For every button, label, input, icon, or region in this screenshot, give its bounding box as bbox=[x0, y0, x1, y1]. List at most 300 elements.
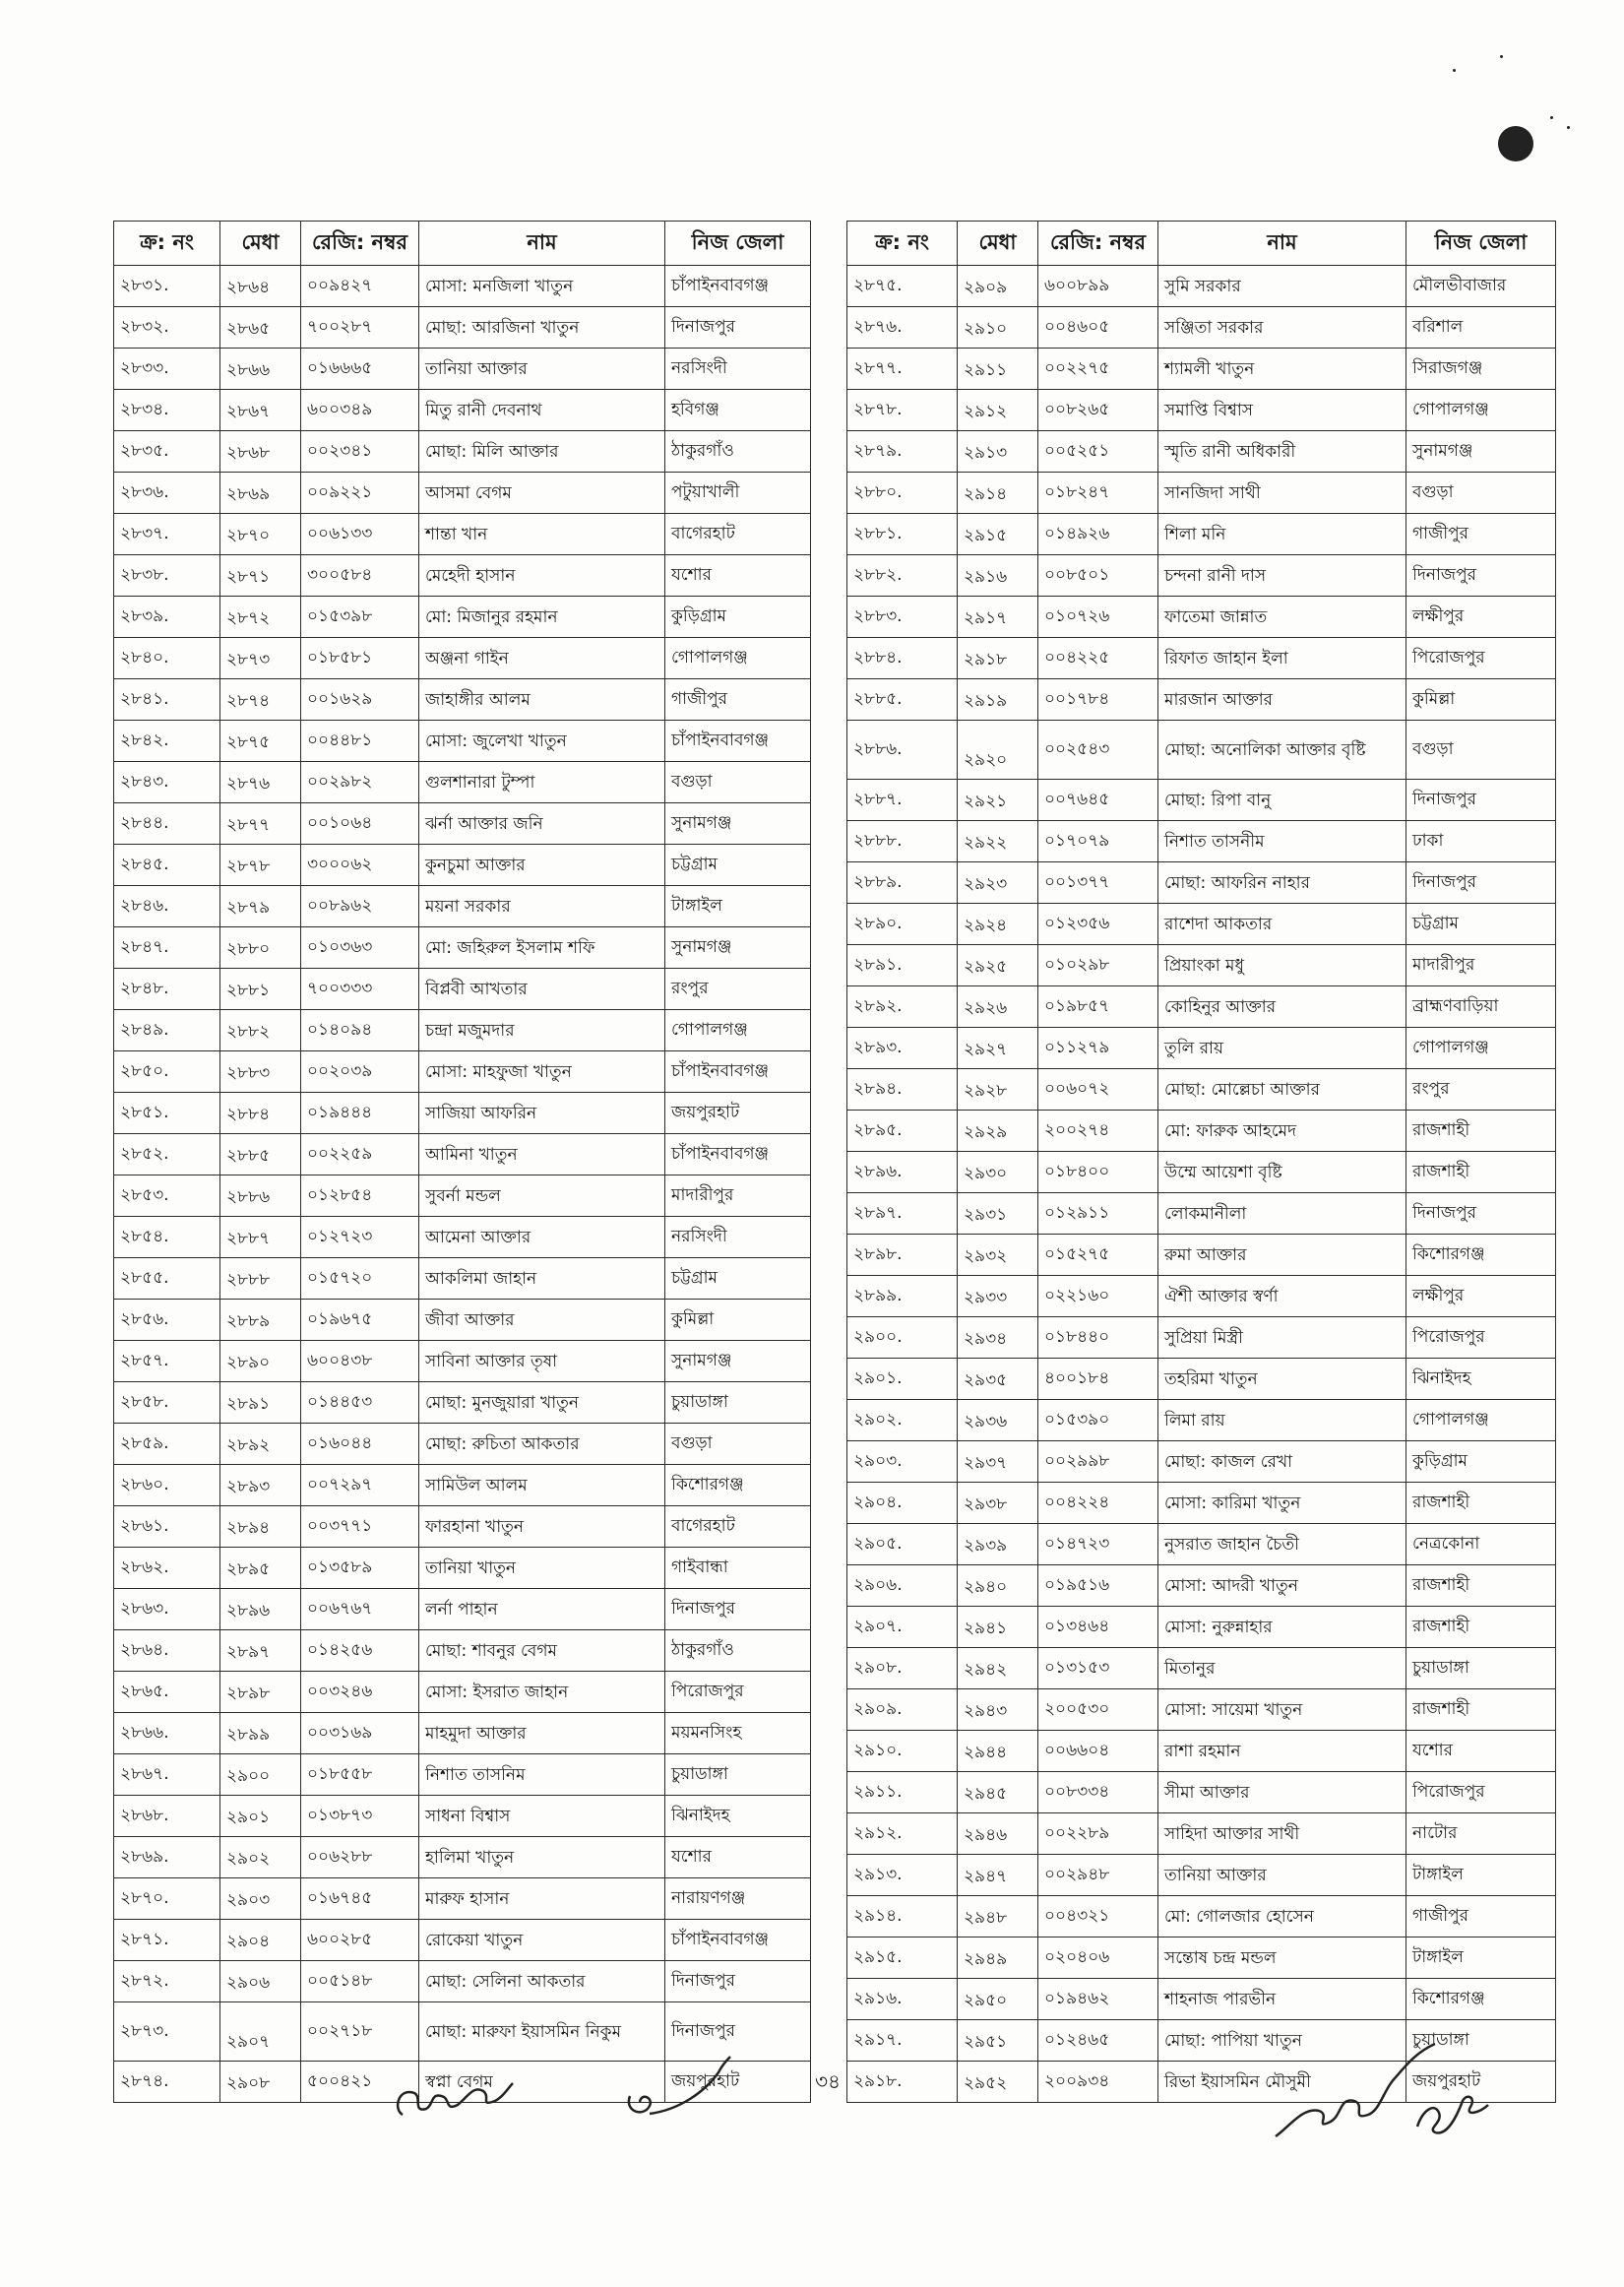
cell-registration: ৩০০৫৮৪ bbox=[301, 555, 419, 597]
table-row bbox=[847, 1276, 1556, 1317]
cell-merit: ২৯৩৭ bbox=[958, 1441, 1038, 1483]
cell-district: গাজীপুর bbox=[1406, 514, 1556, 555]
cell-district: রাজশাহী bbox=[1406, 1607, 1556, 1648]
cell-name: আমিনা খাতুন bbox=[419, 1134, 665, 1175]
cell-serial: ২৮৩৭. bbox=[114, 514, 220, 555]
cell-district: কুড়িগ্রাম bbox=[1406, 1441, 1556, 1483]
cell-name: শিলা মনি bbox=[1158, 514, 1406, 555]
cell-merit: ২৯২৩ bbox=[958, 862, 1038, 904]
table-row bbox=[847, 780, 1556, 821]
cell-district: ব্রাহ্মণবাড়িয়া bbox=[1406, 986, 1556, 1028]
cell-name: রাশা রহমান bbox=[1158, 1731, 1406, 1772]
table-row bbox=[847, 431, 1556, 473]
cell-merit: ২৯৫১ bbox=[958, 2020, 1038, 2062]
cell-serial: ২৮৭৮. bbox=[847, 390, 958, 431]
cell-registration: ০১২৩৫৬ bbox=[1038, 904, 1158, 945]
cell-district: চট্টগ্রাম bbox=[1406, 904, 1556, 945]
cell-district: চুয়াডাঙ্গা bbox=[665, 1754, 811, 1796]
cell-name: গুলশানারা টুম্পা bbox=[419, 762, 665, 803]
cell-serial: ২৮৫৮. bbox=[114, 1382, 220, 1424]
table-row bbox=[847, 266, 1556, 307]
cell-registration: ০১৬৭৪৫ bbox=[301, 1878, 419, 1920]
cell-registration: ০০৯৪২৭ bbox=[301, 266, 419, 307]
cell-name: মোছা: আরজিনা খাতুন bbox=[419, 307, 665, 349]
cell-merit: ২৯৩২ bbox=[958, 1235, 1038, 1276]
cell-serial: ২৮৫০. bbox=[114, 1051, 220, 1093]
cell-name: মোছা: মারুফা ইয়াসমিন নিকুম bbox=[419, 2002, 665, 2062]
cell-district: জয়পুরহাট bbox=[665, 2062, 811, 2103]
cell-registration: ০১৯৪৬২ bbox=[1038, 1979, 1158, 2020]
cell-merit: ২৮৮২ bbox=[220, 1010, 301, 1051]
cell-district: দিনাজপুর bbox=[1406, 862, 1556, 904]
cell-district: মৌলভীবাজার bbox=[1406, 266, 1556, 307]
table-row bbox=[114, 1051, 811, 1093]
cell-registration: ০০৭৬৪৫ bbox=[1038, 780, 1158, 821]
scan-speck bbox=[1500, 55, 1503, 58]
cell-merit: ২৯৫০ bbox=[958, 1979, 1038, 2020]
cell-registration: ০১৯৫১৬ bbox=[1038, 1565, 1158, 1607]
table-row bbox=[114, 1630, 811, 1672]
cell-registration: ০০৪২২৪ bbox=[1038, 1483, 1158, 1524]
cell-serial: ২৯০২. bbox=[847, 1400, 958, 1441]
cell-merit: ২৮৭৭ bbox=[220, 803, 301, 845]
cell-registration: ০০৬৭৬৭ bbox=[301, 1589, 419, 1630]
cell-serial: ২৮৭৩. bbox=[114, 2002, 220, 2062]
cell-name: রিভা ইয়াসমিন মৌসুমী bbox=[1158, 2062, 1406, 2103]
cell-merit: ২৯০৬ bbox=[220, 1961, 301, 2002]
table-row bbox=[114, 927, 811, 969]
table-row bbox=[114, 597, 811, 638]
cell-merit: ২৯৩৪ bbox=[958, 1317, 1038, 1359]
cell-name: মোছা: সেলিনা আকতার bbox=[419, 1961, 665, 2002]
cell-merit: ২৯২০ bbox=[958, 721, 1038, 780]
cell-registration: ০০২৯৪৮ bbox=[1038, 1855, 1158, 1896]
cell-registration: ৭০০৩৩৩ bbox=[301, 969, 419, 1010]
cell-registration: ০১৩৫৮৯ bbox=[301, 1548, 419, 1589]
cell-merit: ২৯৪৪ bbox=[958, 1731, 1038, 1772]
cell-merit: ২৮৯৬ bbox=[220, 1589, 301, 1630]
cell-registration: ০০৪২২৫ bbox=[1038, 638, 1158, 679]
cell-district: গোপালগঞ্জ bbox=[665, 638, 811, 679]
header-registration: রেজি: নম্বর bbox=[301, 222, 419, 266]
table-row bbox=[114, 1175, 811, 1217]
header-merit: মেধা bbox=[220, 222, 301, 266]
cell-district: রাজশাহী bbox=[1406, 1152, 1556, 1193]
table-row bbox=[114, 1506, 811, 1548]
table-row bbox=[114, 307, 811, 349]
cell-name: স্মৃতি রানী অধিকারী bbox=[1158, 431, 1406, 473]
cell-name: রোকেয়া খাতুন bbox=[419, 1920, 665, 1961]
table-row bbox=[847, 1938, 1556, 1979]
cell-serial: ২৯০১. bbox=[847, 1359, 958, 1400]
cell-serial: ২৯০৯. bbox=[847, 1689, 958, 1731]
cell-merit: ২৮৯২ bbox=[220, 1424, 301, 1465]
cell-serial: ২৮৪৬. bbox=[114, 886, 220, 927]
cell-merit: ২৮৭১ bbox=[220, 555, 301, 597]
cell-serial: ২৯০৪. bbox=[847, 1483, 958, 1524]
cell-registration: ০০৬৬০৪ bbox=[1038, 1731, 1158, 1772]
cell-name: মোছা: মোল্লেচা আক্তার bbox=[1158, 1069, 1406, 1111]
cell-serial: ২৮৮০. bbox=[847, 473, 958, 514]
cell-name: মোছা: আফরিন নাহার bbox=[1158, 862, 1406, 904]
header-name: নাম bbox=[1158, 222, 1406, 266]
cell-serial: ২৮৩৪. bbox=[114, 390, 220, 431]
cell-name: সীমা আক্তার bbox=[1158, 1772, 1406, 1813]
cell-registration: ০১৮৪৪০ bbox=[1038, 1317, 1158, 1359]
cell-registration: ৬০০৮৯৯ bbox=[1038, 266, 1158, 307]
cell-serial: ২৮৪৯. bbox=[114, 1010, 220, 1051]
cell-merit: ২৮৭৫ bbox=[220, 721, 301, 762]
table-row bbox=[847, 862, 1556, 904]
cell-registration: ০১২৮৫৪ bbox=[301, 1175, 419, 1217]
cell-registration: ০১৮৪০০ bbox=[1038, 1152, 1158, 1193]
cell-district: ঝিনাইদহ bbox=[1406, 1359, 1556, 1400]
table-row bbox=[114, 390, 811, 431]
table-row bbox=[114, 969, 811, 1010]
cell-registration: ০১৩৮৭৩ bbox=[301, 1796, 419, 1837]
table-row bbox=[114, 349, 811, 390]
cell-serial: ২৮৫৭. bbox=[114, 1341, 220, 1382]
table-row bbox=[114, 431, 811, 473]
cell-name: মারুফ হাসান bbox=[419, 1878, 665, 1920]
cell-merit: ২৮৬৪ bbox=[220, 266, 301, 307]
cell-registration: ০০২২৮৯ bbox=[1038, 1813, 1158, 1855]
merit-list-table-left bbox=[113, 221, 811, 2103]
cell-district: জয়পুরহাট bbox=[1406, 2062, 1556, 2103]
table-row bbox=[114, 1341, 811, 1382]
cell-registration: ০০৭২৯৭ bbox=[301, 1465, 419, 1506]
table-row bbox=[847, 514, 1556, 555]
cell-name: মারজান আক্তার bbox=[1158, 679, 1406, 721]
cell-merit: ২৯১২ bbox=[958, 390, 1038, 431]
cell-merit: ২৮৬৮ bbox=[220, 431, 301, 473]
cell-district: কিশোরগঞ্জ bbox=[1406, 1235, 1556, 1276]
cell-merit: ২৮৮৬ bbox=[220, 1175, 301, 1217]
cell-serial: ২৮৪১. bbox=[114, 679, 220, 721]
cell-district: পিরোজপুর bbox=[1406, 638, 1556, 679]
table-row bbox=[114, 762, 811, 803]
cell-serial: ২৮৯২. bbox=[847, 986, 958, 1028]
cell-registration: ০০২৩৪১ bbox=[301, 431, 419, 473]
signature-3 bbox=[1270, 2038, 1506, 2146]
cell-merit: ২৮৭৩ bbox=[220, 638, 301, 679]
cell-serial: ২৯০০. bbox=[847, 1317, 958, 1359]
cell-merit: ২৯২৪ bbox=[958, 904, 1038, 945]
table-row bbox=[847, 1772, 1556, 1813]
cell-name: মোসা: ইসরাত জাহান bbox=[419, 1672, 665, 1713]
cell-merit: ২৮৮৮ bbox=[220, 1258, 301, 1300]
cell-name: মোছা: পাপিয়া খাতুন bbox=[1158, 2020, 1406, 2062]
cell-serial: ২৮৩৩. bbox=[114, 349, 220, 390]
cell-name: মোসা: মনজিলা খাতুন bbox=[419, 266, 665, 307]
cell-registration: ২০০৯৩৪ bbox=[1038, 2062, 1158, 2103]
cell-name: মোছা: মুনজুয়ারা খাতুন bbox=[419, 1382, 665, 1424]
cell-registration: ০০২২৫৯ bbox=[301, 1134, 419, 1175]
cell-name: অঞ্জনা গাইন bbox=[419, 638, 665, 679]
table-row bbox=[114, 1713, 811, 1754]
table-row bbox=[114, 1837, 811, 1878]
cell-registration: ০১৯৮৫৭ bbox=[1038, 986, 1158, 1028]
cell-merit: ২৯৪৮ bbox=[958, 1896, 1038, 1938]
table-row bbox=[114, 1796, 811, 1837]
cell-district: সুনামগঞ্জ bbox=[665, 1341, 811, 1382]
cell-registration: ০১৫৭২০ bbox=[301, 1258, 419, 1300]
cell-name: নিশাত তাসনিম bbox=[419, 1754, 665, 1796]
cell-merit: ২৯০২ bbox=[220, 1837, 301, 1878]
table-row bbox=[847, 1896, 1556, 1938]
cell-merit: ২৯৪৯ bbox=[958, 1938, 1038, 1979]
cell-name: তানিয়া আক্তার bbox=[1158, 1855, 1406, 1896]
table-row bbox=[114, 266, 811, 307]
cell-serial: ২৮৬৩. bbox=[114, 1589, 220, 1630]
cell-registration: ০২২১৬০ bbox=[1038, 1276, 1158, 1317]
cell-name: চন্দ্রা মজুমদার bbox=[419, 1010, 665, 1051]
cell-name: মো: ফারুক আহমেদ bbox=[1158, 1111, 1406, 1152]
cell-district: রাজশাহী bbox=[1406, 1565, 1556, 1607]
cell-district: চট্টগ্রাম bbox=[665, 1258, 811, 1300]
cell-serial: ২৮৮৬. bbox=[847, 721, 958, 780]
cell-district: গাজীপুর bbox=[665, 679, 811, 721]
cell-registration: ০১২৯১১ bbox=[1038, 1193, 1158, 1235]
cell-serial: ২৮৭৫. bbox=[847, 266, 958, 307]
table-row bbox=[847, 1607, 1556, 1648]
cell-registration: ০০১৩৭৭ bbox=[1038, 862, 1158, 904]
cell-registration: ০০৮৩৩৪ bbox=[1038, 1772, 1158, 1813]
cell-merit: ২৯৪০ bbox=[958, 1565, 1038, 1607]
cell-merit: ২৯০৯ bbox=[958, 266, 1038, 307]
cell-merit: ২৮৯৫ bbox=[220, 1548, 301, 1589]
cell-registration: ০০৮৯৬২ bbox=[301, 886, 419, 927]
cell-district: গাইবান্ধা bbox=[665, 1548, 811, 1589]
cell-name: কুনচুমা আক্তার bbox=[419, 845, 665, 886]
cell-serial: ২৯০৭. bbox=[847, 1607, 958, 1648]
cell-registration: ০০৮২৬৫ bbox=[1038, 390, 1158, 431]
cell-merit: ২৯১৫ bbox=[958, 514, 1038, 555]
cell-serial: ২৮৫৯. bbox=[114, 1424, 220, 1465]
cell-registration: ০১০২৯৮ bbox=[1038, 945, 1158, 986]
cell-district: চাঁপাইনবাবগঞ্জ bbox=[665, 721, 811, 762]
cell-district: চুয়াডাঙ্গা bbox=[1406, 2020, 1556, 2062]
cell-merit: ২৮৮৭ bbox=[220, 1217, 301, 1258]
cell-district: রংপুর bbox=[665, 969, 811, 1010]
table-row bbox=[847, 1193, 1556, 1235]
table-row bbox=[114, 1424, 811, 1465]
cell-name: মাহমুদা আক্তার bbox=[419, 1713, 665, 1754]
cell-district: নাটোর bbox=[1406, 1813, 1556, 1855]
cell-merit: ২৮৮৯ bbox=[220, 1300, 301, 1341]
table-row bbox=[114, 1920, 811, 1961]
cell-name: ফাতেমা জান্নাত bbox=[1158, 597, 1406, 638]
cell-serial: ২৮৮৯. bbox=[847, 862, 958, 904]
cell-registration: ০১৮৫৫৮ bbox=[301, 1754, 419, 1796]
cell-registration: ০০২৯৮২ bbox=[301, 762, 419, 803]
cell-district: ঢাকা bbox=[1406, 821, 1556, 862]
cell-district: দিনাজপুর bbox=[665, 2002, 811, 2062]
cell-merit: ২৯১৬ bbox=[958, 555, 1038, 597]
cell-district: গাজীপুর bbox=[1406, 1896, 1556, 1938]
cell-district: সিরাজগঞ্জ bbox=[1406, 349, 1556, 390]
header-serial: ক্র: নং bbox=[847, 222, 958, 266]
cell-name: মোছা: কাজল রেখা bbox=[1158, 1441, 1406, 1483]
table-row bbox=[847, 597, 1556, 638]
cell-district: গোপালগঞ্জ bbox=[1406, 1028, 1556, 1069]
cell-serial: ২৮৮৮. bbox=[847, 821, 958, 862]
cell-serial: ২৮৪২. bbox=[114, 721, 220, 762]
cell-district: বাগেরহাট bbox=[665, 514, 811, 555]
cell-name: সুপ্রিয়া মিস্ত্রী bbox=[1158, 1317, 1406, 1359]
cell-merit: ২৮৭৪ bbox=[220, 679, 301, 721]
cell-registration: ৬০০৩৪৯ bbox=[301, 390, 419, 431]
cell-merit: ২৯৪৫ bbox=[958, 1772, 1038, 1813]
cell-name: সন্তোষ চন্দ্র মন্ডল bbox=[1158, 1938, 1406, 1979]
scan-speck bbox=[1498, 126, 1533, 161]
table-row bbox=[114, 721, 811, 762]
cell-registration: ০১৩৪৬৪ bbox=[1038, 1607, 1158, 1648]
cell-district: পিরোজপুর bbox=[1406, 1317, 1556, 1359]
table-row bbox=[847, 1317, 1556, 1359]
cell-serial: ২৯১১. bbox=[847, 1772, 958, 1813]
cell-registration: ৪০০১৮৪ bbox=[1038, 1359, 1158, 1400]
cell-name: মো: মিজানুর রহমান bbox=[419, 597, 665, 638]
cell-serial: ২৮৩৮. bbox=[114, 555, 220, 597]
merit-list-table-right bbox=[846, 221, 1556, 2103]
cell-serial: ২৮৯৮. bbox=[847, 1235, 958, 1276]
cell-registration: ২০০২৭৪ bbox=[1038, 1111, 1158, 1152]
cell-name: মোছা: রুচিতা আকতার bbox=[419, 1424, 665, 1465]
cell-name: লর্না পাহান bbox=[419, 1589, 665, 1630]
table-row bbox=[847, 1483, 1556, 1524]
cell-name: শান্তা খান bbox=[419, 514, 665, 555]
cell-registration: ০০৫১৪৮ bbox=[301, 1961, 419, 2002]
cell-merit: ২৯৩১ bbox=[958, 1193, 1038, 1235]
cell-serial: ২৮৯৪. bbox=[847, 1069, 958, 1111]
cell-registration: ০১৪০৯৪ bbox=[301, 1010, 419, 1051]
cell-name: নিশাত তাসনীম bbox=[1158, 821, 1406, 862]
cell-serial: ২৮৮৫. bbox=[847, 679, 958, 721]
table-row bbox=[114, 473, 811, 514]
cell-serial: ২৮৬৫. bbox=[114, 1672, 220, 1713]
signature-2 bbox=[620, 2053, 758, 2131]
table-row bbox=[847, 1565, 1556, 1607]
table-row bbox=[847, 1524, 1556, 1565]
cell-merit: ২৮৯১ bbox=[220, 1382, 301, 1424]
cell-merit: ২৯১৮ bbox=[958, 638, 1038, 679]
cell-registration: ০০৪৪৮১ bbox=[301, 721, 419, 762]
cell-serial: ২৮৫৬. bbox=[114, 1300, 220, 1341]
table-row bbox=[847, 473, 1556, 514]
cell-name: ময়না সরকার bbox=[419, 886, 665, 927]
cell-registration: ০১৯৪৪৪ bbox=[301, 1093, 419, 1134]
header-name: নাম bbox=[419, 222, 665, 266]
cell-merit: ২৯১৩ bbox=[958, 431, 1038, 473]
cell-merit: ২৯১০ bbox=[958, 307, 1038, 349]
table-row bbox=[847, 986, 1556, 1028]
cell-name: তানিয়া আক্তার bbox=[419, 349, 665, 390]
cell-serial: ২৯০৮. bbox=[847, 1648, 958, 1689]
cell-serial: ২৮৫১. bbox=[114, 1093, 220, 1134]
cell-district: সুনামগঞ্জ bbox=[665, 927, 811, 969]
cell-registration: ০০৩২৪৬ bbox=[301, 1672, 419, 1713]
cell-merit: ২৮৮০ bbox=[220, 927, 301, 969]
cell-name: শাহনাজ পারভীন bbox=[1158, 1979, 1406, 2020]
table-row bbox=[114, 1465, 811, 1506]
table-row bbox=[847, 679, 1556, 721]
cell-registration: ০০৩৭৭১ bbox=[301, 1506, 419, 1548]
cell-registration: ০১৫৩৯০ bbox=[1038, 1400, 1158, 1441]
cell-name: উম্মে আয়েশা বৃষ্টি bbox=[1158, 1152, 1406, 1193]
cell-serial: ২৮৮৭. bbox=[847, 780, 958, 821]
cell-registration: ০০২০৩৯ bbox=[301, 1051, 419, 1093]
cell-district: যশোর bbox=[1406, 1731, 1556, 1772]
cell-name: ঝর্না আক্তার জনি bbox=[419, 803, 665, 845]
cell-district: রাজশাহী bbox=[1406, 1111, 1556, 1152]
table-row bbox=[847, 1813, 1556, 1855]
cell-name: আকলিমা জাহান bbox=[419, 1258, 665, 1300]
cell-name: তহরিমা খাতুন bbox=[1158, 1359, 1406, 1400]
cell-registration: ০১৪৯২৬ bbox=[1038, 514, 1158, 555]
table-row bbox=[847, 1028, 1556, 1069]
scan-speck bbox=[1453, 69, 1456, 72]
cell-registration: ০০২৯৯৮ bbox=[1038, 1441, 1158, 1483]
cell-merit: ২৮৬৬ bbox=[220, 349, 301, 390]
cell-merit: ২৯২৯ bbox=[958, 1111, 1038, 1152]
cell-serial: ২৮৮৩. bbox=[847, 597, 958, 638]
cell-registration: ০১০৩৬৩ bbox=[301, 927, 419, 969]
table-row bbox=[847, 1648, 1556, 1689]
cell-serial: ২৮৮৪. bbox=[847, 638, 958, 679]
cell-name: নুসরাত জাহান চৈতী bbox=[1158, 1524, 1406, 1565]
cell-serial: ২৮৯৯. bbox=[847, 1276, 958, 1317]
cell-district: চুয়াডাঙ্গা bbox=[665, 1382, 811, 1424]
cell-serial: ২৮৭১. bbox=[114, 1920, 220, 1961]
cell-district: টাঙ্গাইল bbox=[1406, 1938, 1556, 1979]
table-row bbox=[847, 1359, 1556, 1400]
cell-merit: ২৯১৭ bbox=[958, 597, 1038, 638]
table-row bbox=[114, 1217, 811, 1258]
cell-merit: ২৮৮৫ bbox=[220, 1134, 301, 1175]
cell-district: গোপালগঞ্জ bbox=[665, 1010, 811, 1051]
cell-district: দিনাজপুর bbox=[665, 307, 811, 349]
cell-serial: ২৮৩৫. bbox=[114, 431, 220, 473]
cell-registration: ৬০০৪৩৮ bbox=[301, 1341, 419, 1382]
cell-serial: ২৯১৮. bbox=[847, 2062, 958, 2103]
cell-name: মিতানুর bbox=[1158, 1648, 1406, 1689]
table-row bbox=[114, 1258, 811, 1300]
cell-registration: ০০৫২৫১ bbox=[1038, 431, 1158, 473]
table-row bbox=[847, 904, 1556, 945]
cell-merit: ২৯০৮ bbox=[220, 2062, 301, 2103]
table-row bbox=[847, 307, 1556, 349]
cell-district: চাঁপাইনবাবগঞ্জ bbox=[665, 266, 811, 307]
cell-merit: ২৯০৩ bbox=[220, 1878, 301, 1920]
cell-serial: ২৮৪৪. bbox=[114, 803, 220, 845]
cell-name: ঐশী আক্তার স্বর্ণা bbox=[1158, 1276, 1406, 1317]
table-row bbox=[114, 1961, 811, 2002]
cell-registration: ০০১০৬৪ bbox=[301, 803, 419, 845]
cell-merit: ২৮৬৯ bbox=[220, 473, 301, 514]
cell-merit: ২৯৩৯ bbox=[958, 1524, 1038, 1565]
table-row bbox=[114, 1010, 811, 1051]
cell-serial: ২৮৯৩. bbox=[847, 1028, 958, 1069]
cell-registration: ০১৪২৫৬ bbox=[301, 1630, 419, 1672]
table-header-row bbox=[114, 222, 811, 266]
table-row bbox=[847, 1441, 1556, 1483]
cell-registration: ০১৮২৪৭ bbox=[1038, 473, 1158, 514]
table-row bbox=[847, 1731, 1556, 1772]
cell-serial: ২৮৮২. bbox=[847, 555, 958, 597]
cell-registration: ০০৬১৩৩ bbox=[301, 514, 419, 555]
cell-serial: ২৯১৭. bbox=[847, 2020, 958, 2062]
